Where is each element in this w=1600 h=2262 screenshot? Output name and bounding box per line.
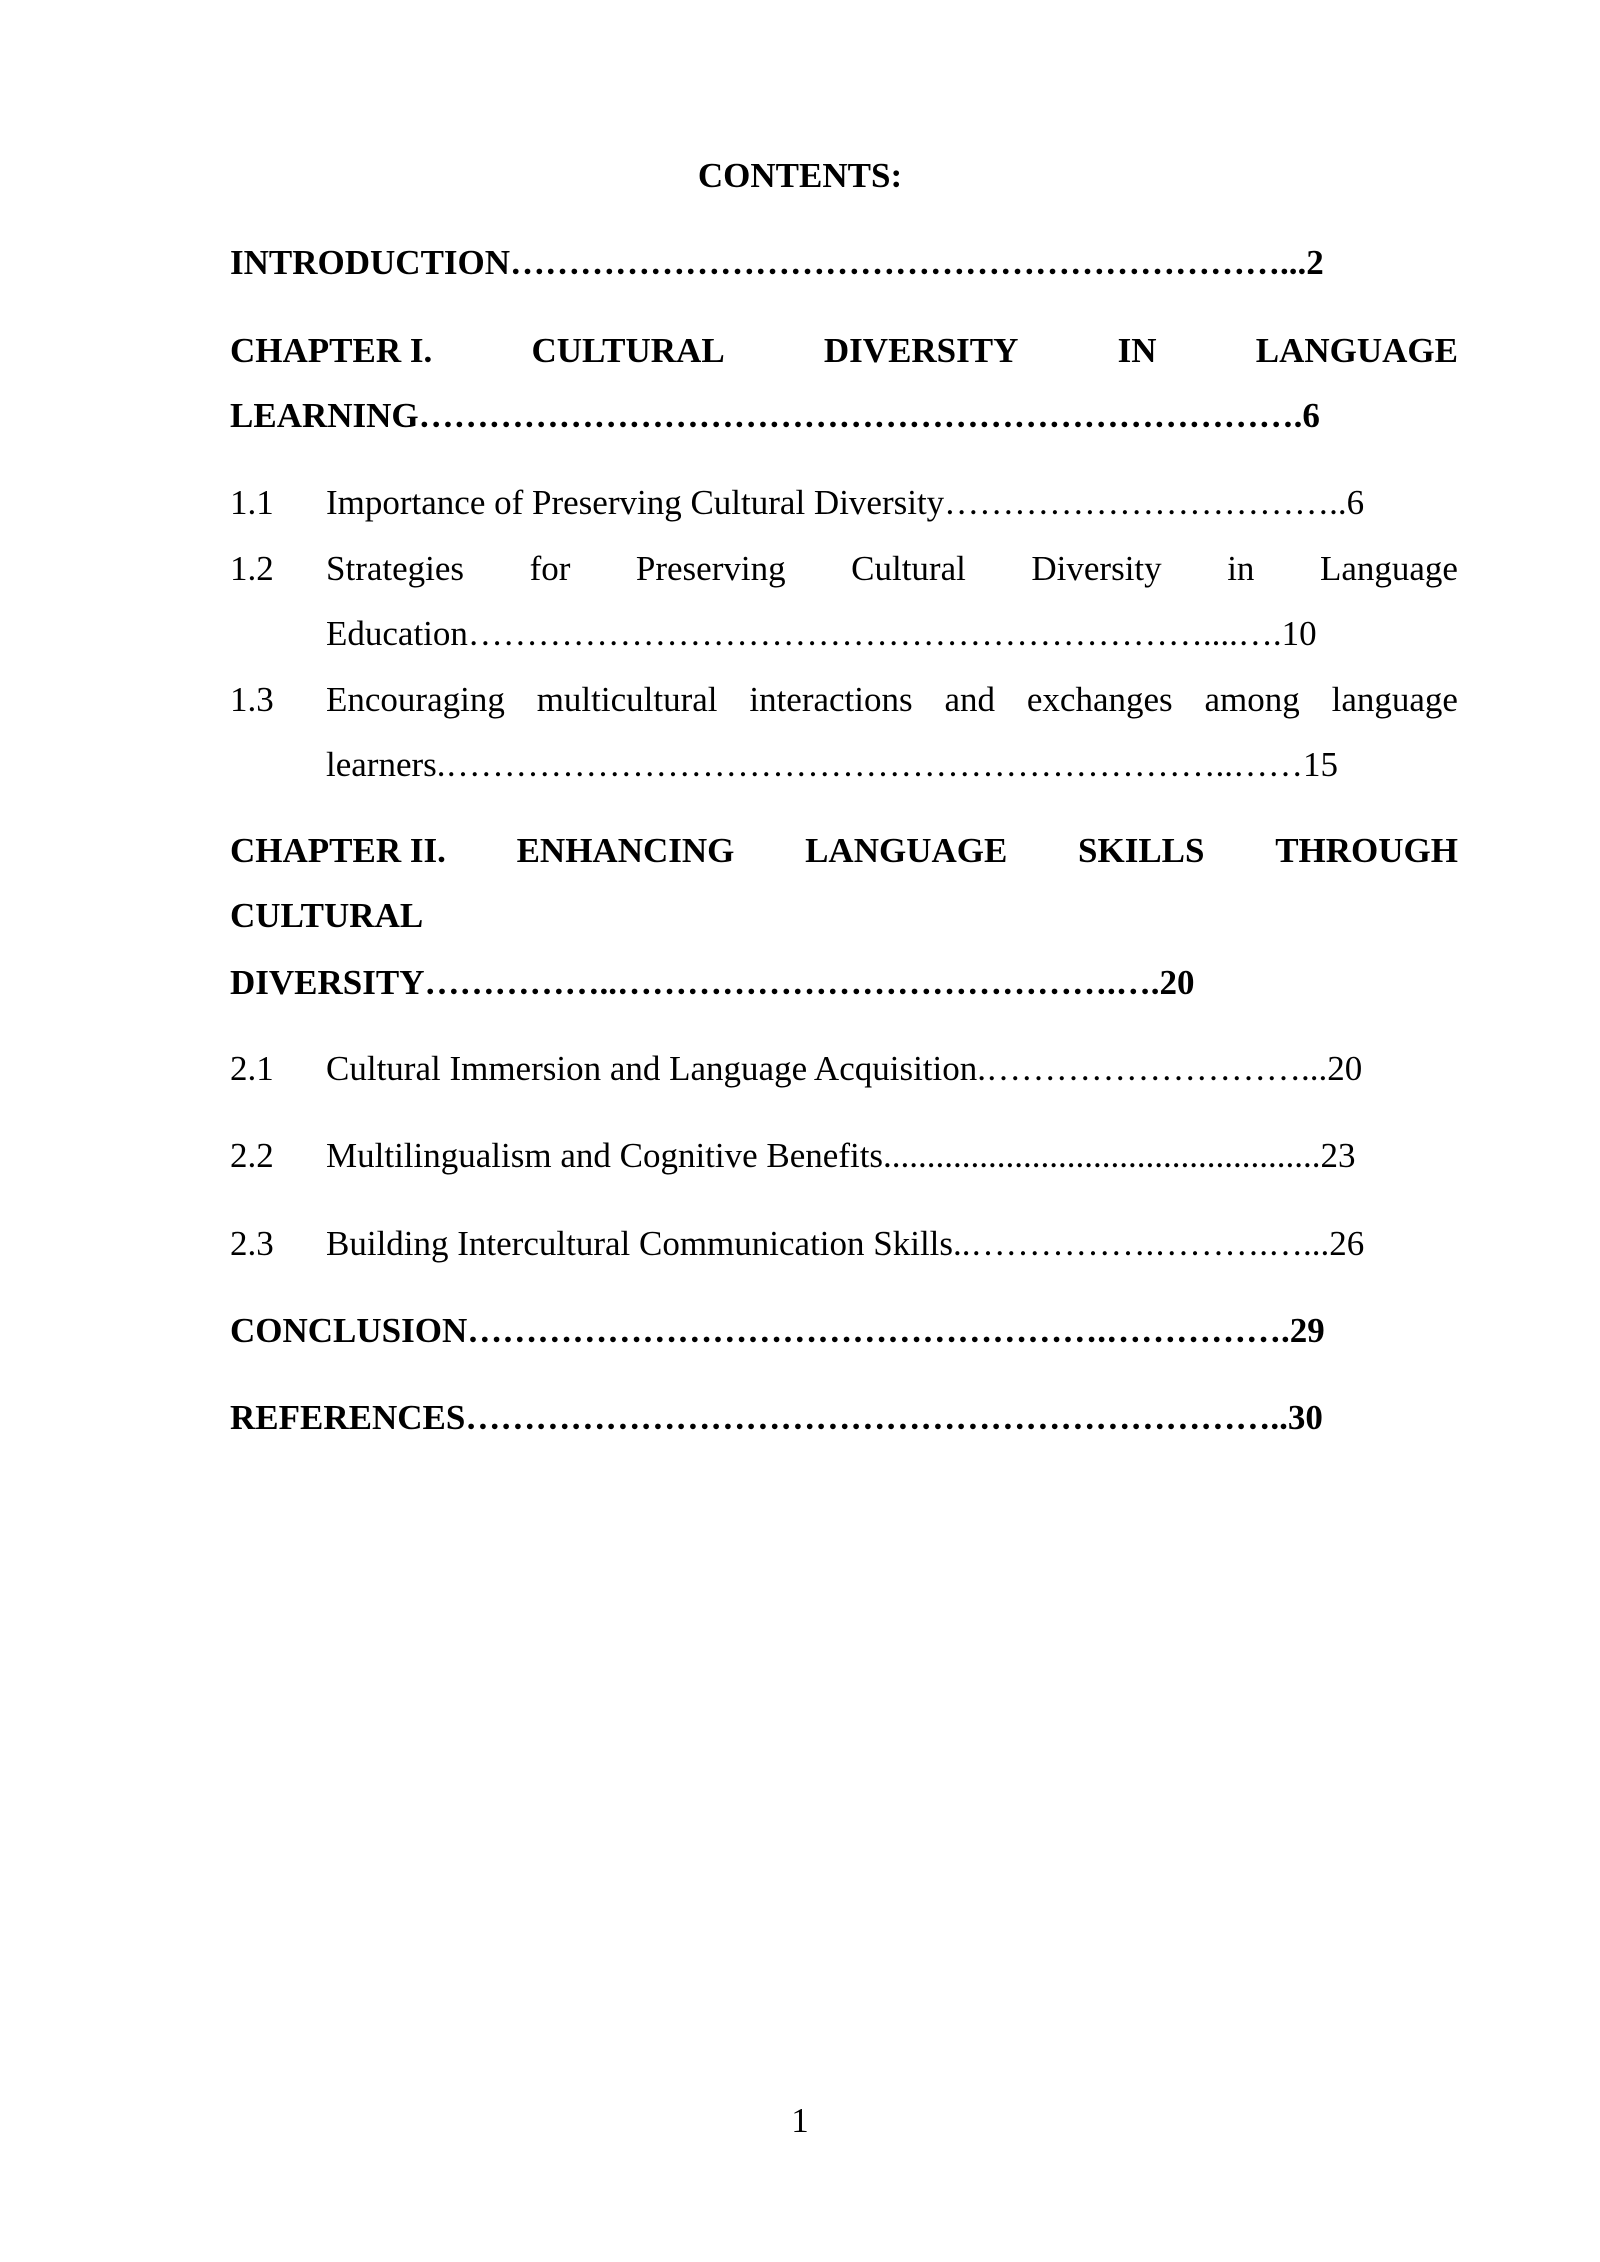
toc-entry-chapter-2[interactable]	[230, 831, 1458, 871]
section-number: 1.2	[230, 549, 274, 588]
section-word: multicultural	[536, 680, 718, 719]
chapter-2-word: CHAPTER II.	[230, 831, 446, 870]
section-title: Building Intercultural Communication Skills..…………….……….…...26	[326, 1224, 1365, 1263]
section-number: 2.2	[230, 1136, 274, 1175]
page-number: 1	[791, 2101, 809, 2140]
toc-entry-1-3[interactable]	[230, 680, 1458, 720]
section-word: Strategies	[326, 549, 465, 588]
toc-entry-2-1[interactable]	[230, 1049, 1458, 1089]
section-word: exchanges	[1026, 680, 1173, 719]
section-word: for	[529, 549, 571, 588]
section-number: 1.3	[230, 680, 274, 719]
toc-entry-1-1[interactable]	[230, 483, 1458, 523]
section-word: language	[1331, 680, 1458, 719]
section-word: interactions	[749, 680, 913, 719]
toc-entry-chapter-2-cont2[interactable]: DIVERSITY……………..…………………………………….….20	[230, 963, 1195, 1002]
toc-entry-chapter-1-cont[interactable]: LEARNING………………………………………………………………….6	[230, 396, 1320, 435]
chapter-1-word: DIVERSITY	[823, 331, 1019, 370]
chapter-1-word: LANGUAGE	[1255, 331, 1458, 370]
section-number: 1.1	[230, 483, 274, 522]
chapter-2-word: ENHANCING	[516, 831, 735, 870]
section-title: Cultural Immersion and Language Acquisition.………………………...20	[326, 1049, 1363, 1088]
toc-entry-2-3[interactable]	[230, 1224, 1458, 1264]
section-word: Preserving	[635, 549, 786, 588]
chapter-1-word: CULTURAL	[531, 331, 725, 370]
toc-entry-conclusion[interactable]: CONCLUSION……………………………………………….…………….29	[230, 1311, 1325, 1350]
chapter-2-word: THROUGH	[1275, 831, 1458, 870]
section-word: in	[1227, 549, 1255, 588]
section-word: Diversity	[1031, 549, 1162, 588]
chapter-1-word: IN	[1117, 331, 1157, 370]
section-word: Language	[1319, 549, 1458, 588]
section-title: Multilingualism and Cognitive Benefits..................................................23	[326, 1136, 1356, 1175]
chapter-2-word: SKILLS	[1078, 831, 1205, 870]
section-number: 2.1	[230, 1049, 274, 1088]
toc-entry-1-2-cont[interactable]: Education………………………………………………………....….10	[326, 614, 1317, 653]
section-word: Cultural	[851, 549, 966, 588]
toc-entry-introduction[interactable]: INTRODUCTION…………………………………………………………...2	[230, 243, 1324, 282]
toc-entry-chapter-2-cont[interactable]: CULTURAL	[230, 896, 424, 935]
toc-entry-chapter-1[interactable]	[230, 331, 1458, 371]
toc-entry-2-2[interactable]	[230, 1136, 1458, 1176]
chapter-1-word: CHAPTER I.	[230, 331, 433, 370]
section-number: 2.3	[230, 1224, 274, 1263]
toc-entry-1-2[interactable]	[230, 549, 1458, 589]
toc-entry-1-3-cont[interactable]: learners.…………………………………………………………..……15	[326, 745, 1339, 784]
contents-title: CONTENTS:	[697, 156, 903, 195]
chapter-2-word: LANGUAGE	[805, 831, 1008, 870]
section-word: and	[944, 680, 996, 719]
section-title: Importance of Preserving Cultural Diversity……………………………..6	[326, 483, 1365, 522]
section-word: among	[1204, 680, 1300, 719]
toc-entry-references[interactable]: REFERENCES……………………………………………………………..30	[230, 1398, 1323, 1437]
section-word: Encouraging	[326, 680, 505, 719]
